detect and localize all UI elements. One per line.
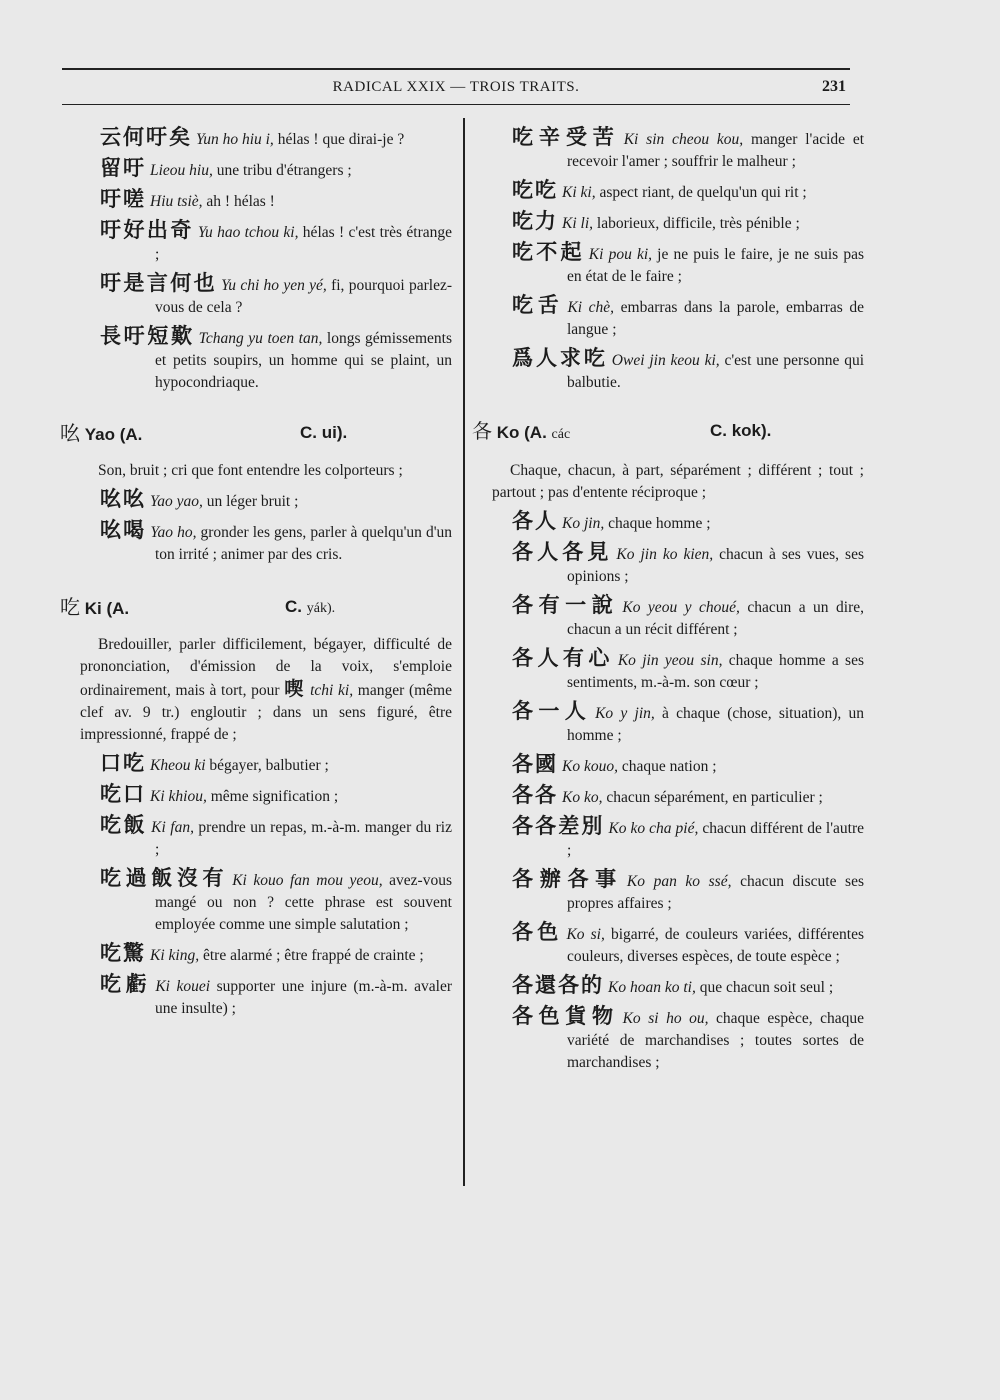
entry-chinese: 各各 (512, 783, 558, 807)
entry (100, 272, 452, 319)
entry-romanization: Ko yeou y choué, (622, 599, 740, 616)
entry (512, 294, 864, 341)
entry-definition: chacun à ses vues, ses opinions ; (567, 546, 864, 585)
entry-romanization: Ko si, (566, 926, 605, 943)
entry (512, 700, 864, 747)
entry-romanization: Yao yao, (150, 493, 203, 510)
entry-definition: hélas ! que dirai-je ? (273, 131, 405, 148)
entry-romanization: Ko jin, (562, 515, 605, 532)
entry-definition: fi, pourquoi parlez-vous de cela ? (155, 277, 453, 316)
entry (512, 594, 864, 641)
entry-chinese: 各各差別 (512, 814, 605, 838)
entry-romanization: Ko hoan ko ti, (608, 979, 696, 996)
headword-character: 吃 (60, 595, 80, 619)
entry (100, 325, 452, 394)
entry-romanization: Hiu tsiè, (150, 193, 203, 210)
entry-romanization: Ki king, (150, 947, 200, 964)
entry-definition: ah ! hélas ! (202, 193, 275, 210)
entry-chinese: 吃吃 (512, 178, 558, 202)
headword-romanization: Ko (496, 423, 520, 442)
entry-chinese: 吃驚 (100, 941, 146, 965)
entry (100, 157, 452, 182)
entry-chinese: 各色 (512, 920, 563, 944)
headword-character: 各 (472, 419, 492, 443)
entry-definition: chaque espèce, chaque variété de marchandises ; toutes sortes de marchandises ; (567, 1010, 864, 1071)
entry-romanization: Yu chi ho yen yé, (221, 277, 327, 294)
entry (100, 867, 452, 936)
page-header (62, 68, 850, 105)
headword-annam: (A. (119, 425, 143, 444)
entry-definition: longs gémissements et petits soupirs, un homme qui se plaint, un hypocondriaque. (155, 330, 453, 391)
entry (512, 179, 864, 204)
entry-romanization: Ko jin ko kien, (616, 546, 714, 563)
entry-definition: chacun séparément, en particulier ; (602, 789, 823, 806)
entry-romanization: Yu hao tchou ki, (197, 224, 299, 241)
entry (100, 752, 452, 777)
entry-definition: même signification ; (206, 788, 339, 805)
entry-chinese: 吆喝 (100, 518, 147, 542)
entry-chinese: 吃力 (512, 209, 558, 233)
entry-chinese: 各國 (512, 752, 558, 776)
entry (512, 510, 864, 535)
entry-definition: un léger bruit ; (202, 493, 299, 510)
entry-definition: être alarmé ; être frappé de crainte ; (199, 947, 424, 964)
entry (512, 347, 864, 394)
entry-chinese: 各有一說 (512, 593, 619, 617)
headword-character: 吆 (60, 421, 80, 445)
entry-romanization: Yun ho hiu i, (196, 131, 274, 148)
entry (100, 942, 452, 967)
entry-romanization: Tchang yu toen tan, (198, 330, 323, 347)
entry-chinese: 吆吆 (100, 487, 146, 511)
headword-cantonese: C. yák). (285, 597, 336, 616)
entry-chinese: 各人 (512, 509, 558, 533)
entry-definition: bigarré, de couleurs variées, différentes couleurs, diverses espèces, de toute espèce ; (567, 926, 865, 965)
entry-definition: embarras dans la parole, embarras de langue ; (567, 299, 865, 338)
entry-romanization: Ki khiou, (150, 788, 207, 805)
entry (100, 783, 452, 808)
entry (512, 815, 864, 862)
entry-romanization: Ko y jin, (595, 705, 655, 722)
entry-romanization: Ko ko, (562, 789, 603, 806)
entry-chinese: 留吁 (100, 156, 146, 180)
entry-chinese: 吃辛受苦 (512, 125, 620, 149)
entry-definition: gronder les gens, parler à quelqu'un d'un ton irrité ; animer par des cris. (155, 524, 453, 563)
entry-chinese: 吁是言何也 (100, 271, 218, 295)
entry-romanization: Ki chè, (567, 299, 615, 316)
entry-chinese: 吁嗟 (100, 187, 146, 211)
entry (512, 126, 864, 173)
column-divider (463, 118, 465, 1186)
entry (512, 784, 864, 809)
entry-definition: que chacun soit seul ; (695, 979, 834, 996)
entry (100, 188, 452, 213)
entry (512, 241, 864, 288)
entry-definition: chaque homme a ses sentiments, m.-à-m. son cœur ; (567, 652, 864, 691)
entry-definition: à chaque (chose, situation), un homme ; (567, 705, 864, 744)
entry-romanization: Kheou ki (150, 757, 206, 774)
entry (512, 974, 864, 999)
entry-chinese: 各人各見 (512, 540, 613, 564)
entry-chinese: 吃過飯沒有 (100, 866, 229, 890)
entry-romanization: Ki fan, (151, 819, 194, 836)
entry (100, 219, 452, 266)
headword-annam: (A. (524, 423, 547, 442)
entry (512, 647, 864, 694)
entry-definition: manger l'acide et recevoir l'amer ; souffrir le malheur ; (567, 131, 865, 170)
entry (512, 921, 864, 968)
entry-romanization: Ki pou ki, (588, 246, 653, 263)
entry (512, 210, 864, 235)
entry (512, 753, 864, 778)
entry-chinese: 吁好出奇 (100, 218, 194, 242)
entry (100, 126, 452, 151)
entry (512, 868, 864, 915)
entry-chinese: 吃不起 (512, 240, 585, 264)
entry (100, 488, 452, 513)
entry-definition: je ne puis le faire, je ne suis pas en état de le faire ; (567, 246, 865, 285)
entry-chinese: 各一人 (512, 699, 592, 723)
headword-romanization: Ki (84, 599, 102, 618)
entry-romanization: Ko kouo, (562, 758, 618, 775)
entry-romanization: Ki ki, (562, 184, 596, 201)
entry-chinese: 各色貨物 (512, 1004, 619, 1028)
entry-chinese: 吃飯 (100, 813, 148, 837)
definition-yao: Son, bruit ; cri que font entendre les colporteurs ; (98, 462, 403, 479)
entry-romanization: Ki sin cheou kou, (623, 131, 744, 148)
headword-romanization: Yao (84, 425, 115, 444)
entry (100, 973, 452, 1020)
entry-romanization: Ko pan ko ssé, (626, 873, 732, 890)
entry-definition: chaque nation ; (617, 758, 717, 775)
left-column (60, 125, 453, 1026)
headword-cantonese: C. ui). (300, 423, 348, 442)
entry-chinese: 各還各的 (512, 973, 604, 997)
entry-definition: supporter une injure (m.-à-m. avaler une insulte) ; (155, 978, 452, 1017)
headword-cantonese: C. kok). (710, 421, 772, 440)
entry-romanization: Ki li, (562, 215, 594, 232)
entry-romanization: Owei jin keou ki, (611, 352, 720, 369)
entry-romanization: Ki kouei (155, 978, 211, 995)
entry-romanization: Ko si ho ou, (622, 1010, 709, 1027)
entry (100, 519, 452, 566)
entry-definition: laborieux, difficile, très pénible ; (593, 215, 800, 232)
headword-annam: (A. (106, 599, 130, 618)
entry-definition: c'est une personne qui balbutie. (567, 352, 864, 391)
entry-definition: hélas ! c'est très étrange ; (155, 224, 452, 263)
entry-definition: prendre un repas, m.-à-m. manger du riz ; (155, 819, 452, 858)
running-title: RADICAL XXIX — TROIS TRAITS. (332, 79, 580, 95)
right-column (472, 125, 865, 1080)
entry-chinese: 吃口 (100, 782, 146, 806)
entry (512, 541, 864, 588)
headword-yao (60, 422, 452, 446)
entry-chinese: 云何吁矣 (100, 125, 192, 149)
entry-chinese: 口吃 (100, 751, 146, 775)
entry-chinese: 吃舌 (512, 293, 564, 317)
entry-list-yu (100, 126, 452, 394)
entry-definition: chaque homme ; (604, 515, 711, 532)
entry-romanization: Ko ko cha pié, (608, 820, 699, 837)
entry (100, 814, 452, 861)
page-number: 231 (822, 78, 846, 95)
entry-chinese: 長吁短歎 (100, 324, 195, 348)
entry-definition: aspect riant, de quelqu'un qui rit ; (595, 184, 807, 201)
headword-ko (472, 420, 864, 446)
entry-definition: avez-vous mangé ou non ? cette phrase est souvent employée comme une simple salutation ; (155, 872, 452, 933)
definition-ko: Chaque, chacun, à part, séparément ; différent ; tout ; partout ; pas d'entente réciproque ; (492, 462, 864, 501)
headword-ki (60, 596, 452, 620)
entry-definition: chacun a un dire, chacun a un récit différent ; (567, 599, 864, 638)
entry-romanization: Lieou hiu, (150, 162, 213, 179)
definition-chinese: 喫 (284, 678, 307, 700)
definition-ki: Bredouiller, parler difficilement, bégayer, difficulté de prononciation, d'émission de la voix, s'emploie ordinairement, mais à tort, pour 喫 tchi ki, manger (même clef av. 9 tr.) engloutir ; dans un sens figuré, être impressionné, frappé de ; (80, 636, 452, 743)
entry-chinese: 各人有心 (512, 646, 614, 670)
headword-annam-value: các (551, 427, 571, 442)
entry-romanization: Ki kouo fan mou yeou, (232, 872, 383, 889)
entry-chinese: 各辦各事 (512, 867, 623, 891)
entry-definition: chacun différent de l'autre ; (567, 820, 864, 859)
entry-chinese: 爲人求吃 (512, 346, 608, 370)
entry-romanization: Ko jin yeou sin, (617, 652, 723, 669)
entry-romanization: Yao ho, (150, 524, 197, 541)
entry-definition: chacun discute ses propres affaires ; (567, 873, 864, 912)
entry-definition: bégayer, balbutier ; (205, 757, 329, 774)
entry-chinese: 吃虧 (100, 972, 152, 996)
entry (512, 1005, 864, 1074)
entry-definition: une tribu d'étrangers ; (212, 162, 352, 179)
